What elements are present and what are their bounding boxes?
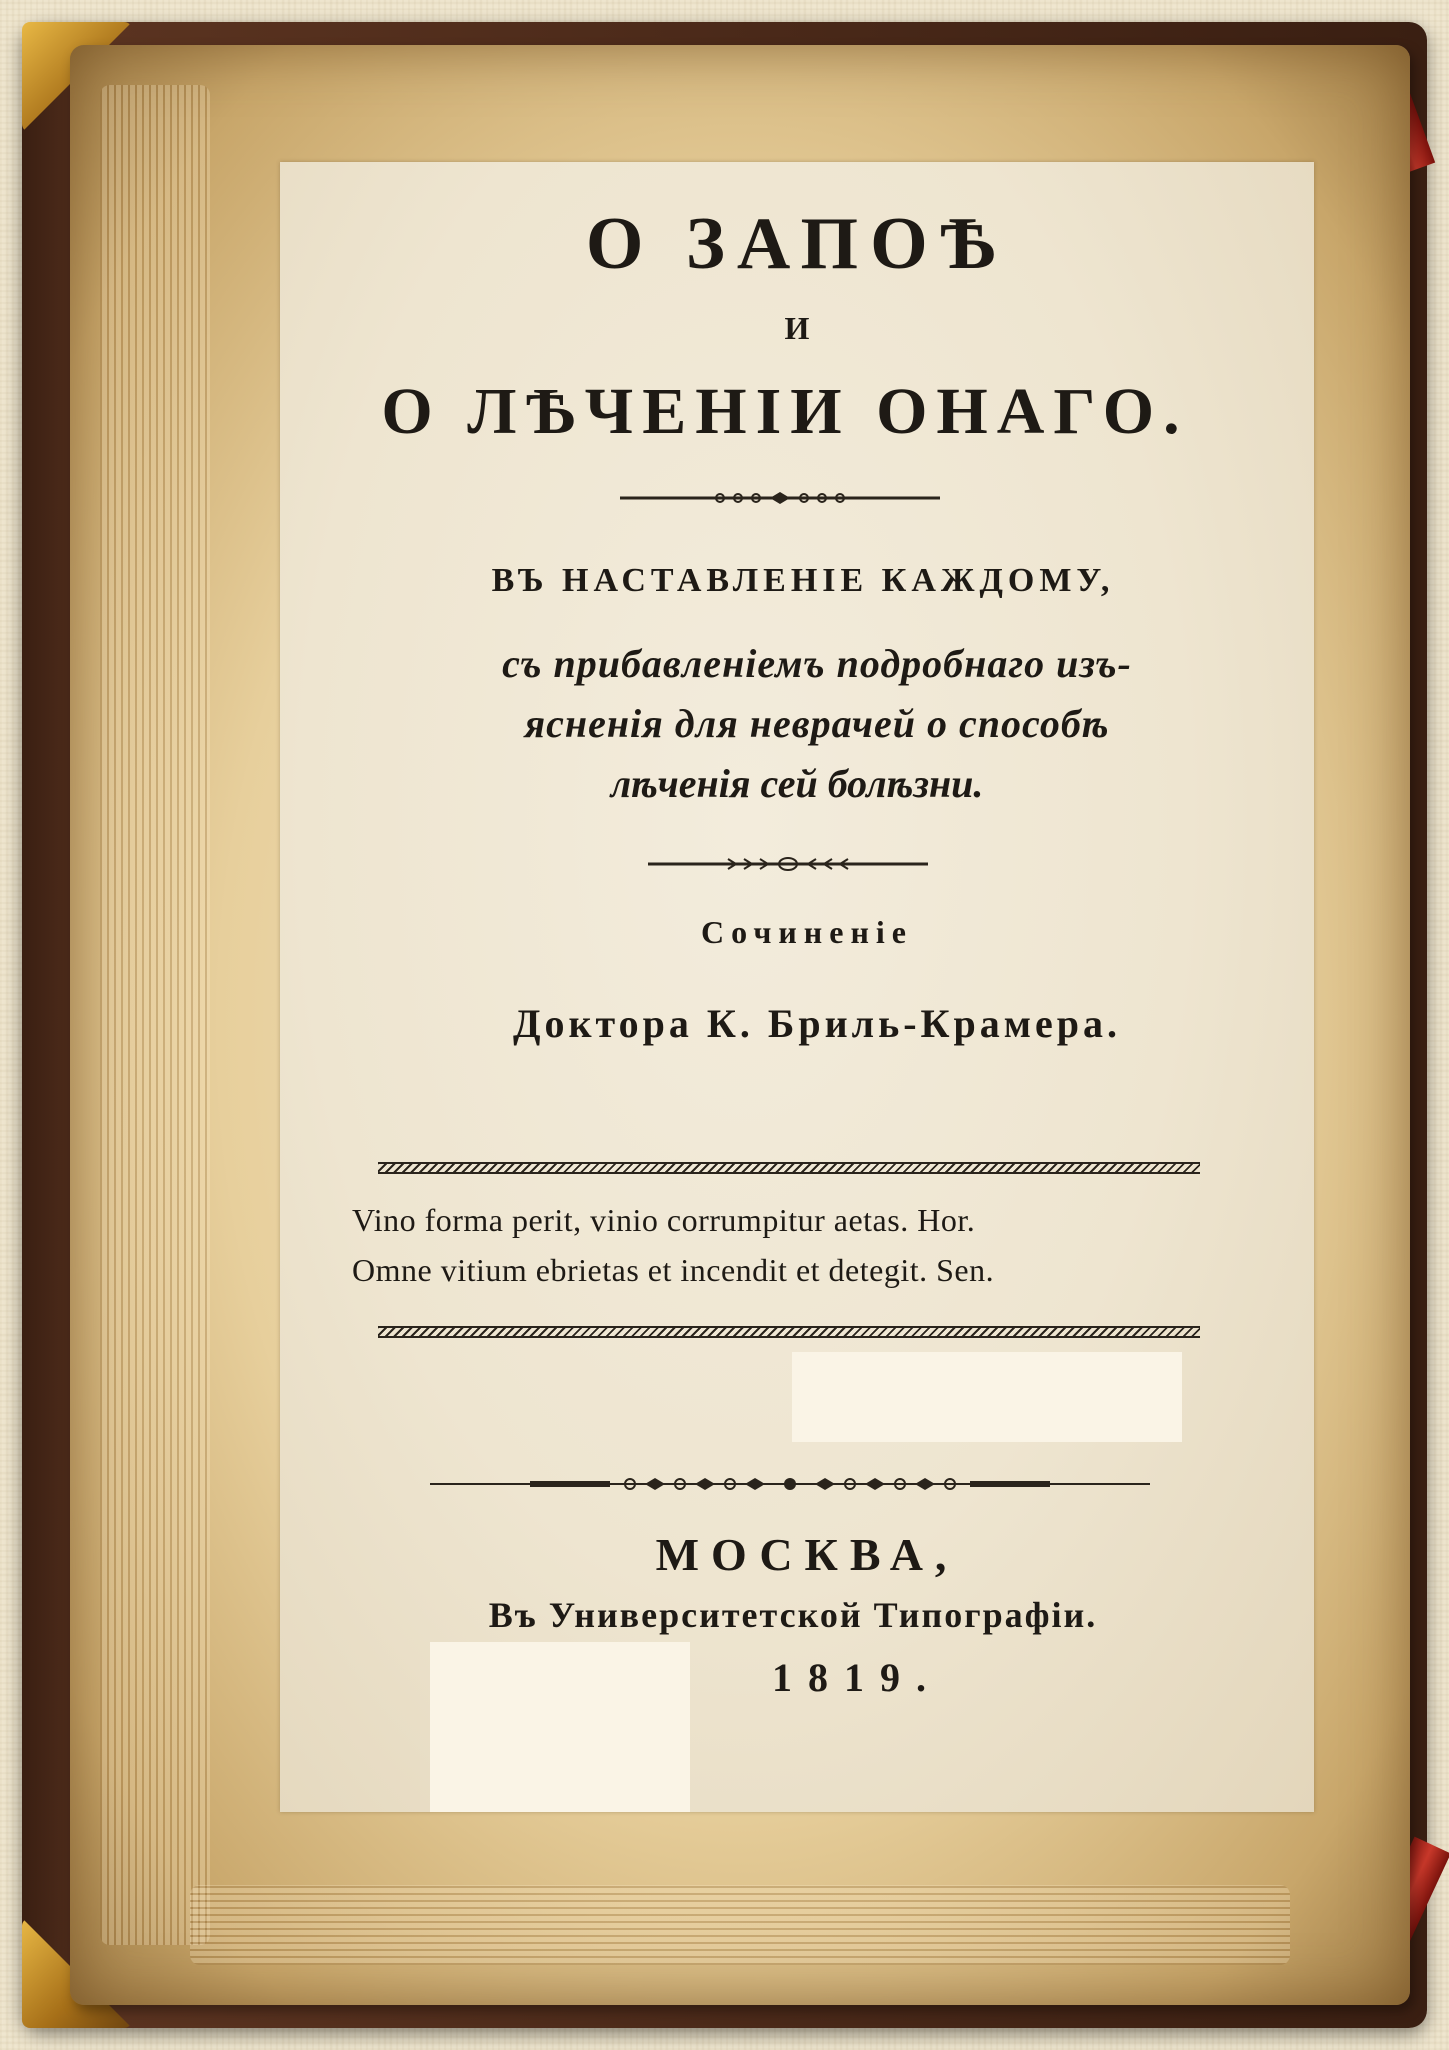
title-line-2: О ЛѢЧЕНІИ ОНАГО. [381,375,1189,448]
subtitle-line-2: съ прибавленіемъ подробнаго изъ- [502,641,1132,686]
year-line: 1819. [772,1655,942,1700]
epigraph-line-2: Omne vitium ebrietas et incendit et detegit. Sen. [352,1252,995,1288]
title-page-scan [280,162,1314,1812]
city-line: МОСКВА, [655,1529,959,1580]
paper-patch [792,1352,1182,1442]
work-label: Сочиненіе [701,914,913,950]
double-rule [378,1326,1200,1338]
printer-line: Въ Университетской Типографіи. [488,1595,1098,1635]
subtitle-line-3: ясненія для неврачей о способѣ [524,701,1110,746]
subtitle-line-1: ВЪ НАСТАВЛЕНІЕ КАЖДОМУ, [491,562,1115,599]
epigraph-line-1: Vino forma perit, vinio corrumpitur aetas. Hor. [352,1202,976,1238]
ornament-divider-icon [620,490,940,498]
ornament-divider-icon [648,856,928,864]
subtitle-line-4: лѣченія сей болѣзни. [610,761,984,806]
ornament-divider-icon [430,1476,1150,1484]
double-rule [378,1162,1200,1174]
title-line-1: О ЗАПОѢ [585,203,1009,285]
title-conjunction: И [784,310,810,346]
author-line: Доктора К. Бриль-Крамера. [512,1001,1122,1046]
